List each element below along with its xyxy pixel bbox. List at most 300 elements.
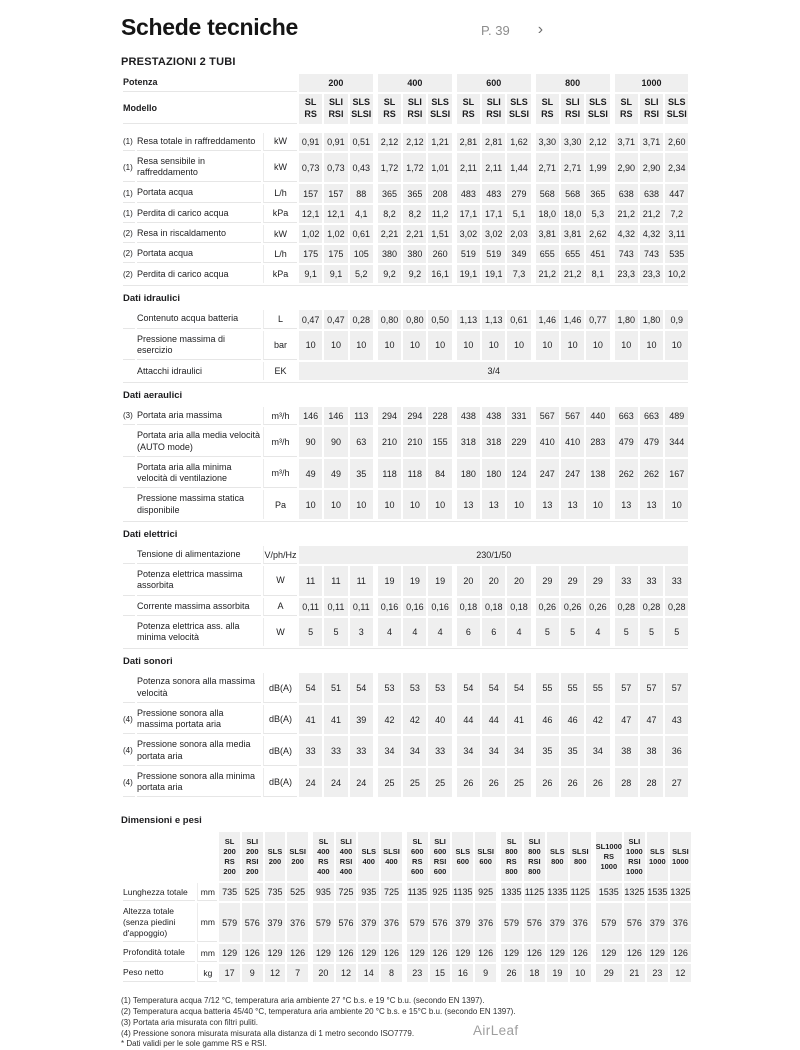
data-cell: 0,26 (536, 598, 559, 616)
row-unit: mm (197, 944, 217, 962)
data-cell: 35 (536, 736, 559, 766)
data-cell: 126 (475, 944, 496, 962)
page-title: Schede tecniche (121, 14, 299, 40)
data-cell: 10 (403, 490, 426, 519)
data-cell: 935 (313, 883, 334, 901)
potenza-value: 1000 (615, 74, 689, 92)
data-cell: 18,0 (536, 205, 559, 223)
page-number[interactable]: P. 39 (481, 22, 510, 38)
data-cell: 29 (596, 964, 622, 982)
data-cell: 579 (219, 903, 240, 942)
data-cell: 262 (615, 459, 638, 489)
data-cell: 447 (665, 184, 688, 202)
data-cell: 19 (428, 566, 451, 596)
row-label: Potenza elettrica ass. alla minima velocità (137, 620, 240, 643)
data-cell: 0,11 (299, 598, 322, 616)
data-cell: 54 (457, 673, 480, 703)
data-cell: 4 (428, 618, 451, 647)
data-cell: 0,43 (350, 153, 373, 183)
note-ref (123, 310, 135, 328)
table-row (123, 459, 688, 489)
data-cell: 318 (457, 427, 480, 457)
data-cell: 5,1 (507, 205, 530, 223)
data-cell: 379 (647, 903, 668, 942)
footnote-4: (4) Pressione sonora misurata misurata alla distanza di 1 metro secondo ISO7779. (121, 1028, 415, 1038)
data-cell: 90 (324, 427, 347, 457)
data-cell: 1,80 (640, 310, 663, 328)
data-cell: 10 (586, 490, 609, 519)
row-label: Corrente massima assorbita (137, 598, 261, 616)
data-cell: 379 (265, 903, 286, 942)
data-cell: 16 (452, 964, 473, 982)
row-label: Resa sensibile in raffreddamento (137, 153, 261, 183)
data-cell: 54 (350, 673, 373, 703)
data-cell: 129 (596, 944, 622, 962)
data-cell: 11 (299, 566, 322, 596)
data-cell: 9,2 (378, 265, 401, 283)
data-cell: 208 (428, 184, 451, 202)
data-cell: 47 (615, 705, 638, 735)
model-header: SLI RSI (324, 94, 347, 123)
data-cell: 10 (665, 490, 688, 519)
data-cell: 39 (350, 705, 373, 735)
data-cell: 20 (313, 964, 334, 982)
data-cell: 1535 (596, 883, 622, 901)
page-navigation (481, 22, 543, 38)
data-cell: 1,72 (378, 153, 401, 183)
data-cell: 21,2 (640, 205, 663, 223)
data-cell: 1,46 (536, 310, 559, 328)
data-cell: 5 (615, 618, 638, 647)
data-cell: 146 (324, 407, 347, 425)
data-cell: 2,03 (507, 225, 530, 243)
dim-column-header: SLSI 400 (381, 832, 402, 881)
data-cell: 10 (536, 331, 559, 361)
data-cell: 19 (547, 964, 568, 982)
data-cell: 5 (324, 618, 347, 647)
data-cell: 57 (640, 673, 663, 703)
table-row (123, 407, 688, 425)
data-cell: 576 (430, 903, 451, 942)
data-cell: 21,2 (536, 265, 559, 283)
data-cell: 126 (570, 944, 591, 962)
model-header: SLS SLSI (350, 94, 373, 123)
row-unit: m³/h (263, 407, 297, 425)
data-cell: 5 (536, 618, 559, 647)
note-ref: (2) (123, 245, 135, 263)
row-unit: dB(A) (263, 673, 297, 703)
data-cell: 483 (482, 184, 505, 202)
table-row (123, 184, 688, 202)
dim-column-header: SL 400 RS 400 (313, 832, 334, 881)
data-cell: 1,62 (507, 133, 530, 151)
data-cell: 9,1 (299, 265, 322, 283)
data-cell: 124 (507, 459, 530, 489)
data-cell: 1125 (570, 883, 591, 901)
data-cell: 42 (403, 705, 426, 735)
data-cell: 1,01 (428, 153, 451, 183)
data-cell: 57 (615, 673, 638, 703)
table-row (123, 153, 688, 183)
row-label: Pressione massima statica disponibile (137, 493, 245, 515)
data-cell: 43 (665, 705, 688, 735)
data-cell: 0,26 (586, 598, 609, 616)
data-cell: 13 (536, 490, 559, 519)
section-title-dimensioni: Dimensioni e pesi (121, 815, 202, 827)
data-cell: 42 (378, 705, 401, 735)
data-cell: 925 (430, 883, 451, 901)
data-cell: 228 (428, 407, 451, 425)
data-cell: 23 (647, 964, 668, 982)
data-cell: 4 (403, 618, 426, 647)
data-cell: 12 (265, 964, 286, 982)
data-cell: 0,73 (299, 153, 322, 183)
data-cell: 35 (561, 736, 584, 766)
data-cell: 568 (536, 184, 559, 202)
data-cell: 118 (403, 459, 426, 489)
data-cell: 2,12 (403, 133, 426, 151)
data-cell: 25 (507, 768, 530, 798)
row-unit: Pa (263, 490, 297, 519)
data-cell: 4 (378, 618, 401, 647)
data-cell: 24 (299, 768, 322, 798)
data-cell: 38 (640, 736, 663, 766)
data-cell: 3,30 (561, 133, 584, 151)
note-ref (123, 598, 135, 616)
note-ref: (1) (123, 205, 135, 223)
data-cell: 10 (350, 331, 373, 361)
data-cell: 29 (536, 566, 559, 596)
data-cell: 6 (457, 618, 480, 647)
data-cell: 2,71 (561, 153, 584, 183)
data-cell: 9 (475, 964, 496, 982)
data-cell: 23 (407, 964, 428, 982)
data-cell: 33 (299, 736, 322, 766)
dim-header-row (123, 832, 691, 881)
data-cell: 10 (586, 331, 609, 361)
row-unit: V/ph/Hz (263, 546, 297, 564)
data-cell: 23,3 (640, 265, 663, 283)
dim-column-header: SLI 800 RSI 800 (524, 832, 545, 881)
section-header-row (123, 285, 688, 308)
row-unit: L (263, 310, 297, 328)
data-cell: 3,02 (457, 225, 480, 243)
table-row (123, 490, 688, 519)
data-cell: 376 (670, 903, 691, 942)
data-cell: 118 (378, 459, 401, 489)
data-cell: 33 (428, 736, 451, 766)
data-cell: 365 (378, 184, 401, 202)
row-label: Contenuto acqua batteria (137, 310, 261, 328)
data-cell: 379 (358, 903, 379, 942)
data-cell: 3 (350, 618, 373, 647)
data-cell: 16,1 (428, 265, 451, 283)
data-cell: 579 (313, 903, 334, 942)
footnote-1: (1) Temperatura acqua 7/12 °C, temperatura aria ambiente 27 °C b.s. e 19 °C b.u. (secondo EN 1397). (121, 996, 485, 1006)
data-cell: 365 (586, 184, 609, 202)
data-cell: 51 (324, 673, 347, 703)
data-cell: 34 (482, 736, 505, 766)
table-row (123, 265, 688, 283)
data-cell: 18 (524, 964, 545, 982)
section-header: Dati idraulici (123, 285, 688, 308)
chevron-right-icon[interactable]: › (537, 21, 544, 38)
data-cell: 21,2 (615, 205, 638, 223)
row-unit: dB(A) (263, 736, 297, 766)
data-cell: 1,13 (482, 310, 505, 328)
data-cell: 0,11 (350, 598, 373, 616)
data-cell: 11 (350, 566, 373, 596)
row-label: Resa in riscaldamento (137, 225, 261, 243)
data-cell: 0,11 (324, 598, 347, 616)
note-ref (123, 459, 135, 489)
data-cell: 10 (507, 331, 530, 361)
model-header: SL RS (536, 94, 559, 123)
section-title-prestazioni: PRESTAZIONI 2 TUBI (121, 56, 236, 68)
data-cell: 26 (561, 768, 584, 798)
note-ref (123, 673, 135, 703)
row-unit: A (263, 598, 297, 616)
data-cell: 735 (265, 883, 286, 901)
data-cell: 33 (640, 566, 663, 596)
section-header: Dati sonori (123, 648, 688, 671)
data-cell: 19 (403, 566, 426, 596)
table-row (123, 310, 688, 328)
data-cell: 36 (665, 736, 688, 766)
data-cell: 1,51 (428, 225, 451, 243)
table-row (123, 598, 688, 616)
modello-row (123, 94, 688, 123)
table-row (123, 768, 688, 798)
footnote-3: (3) Portata aria misurata con filtri puliti. (121, 1017, 258, 1027)
model-header: SLI RSI (403, 94, 426, 123)
data-cell: 210 (378, 427, 401, 457)
data-cell: 0,80 (378, 310, 401, 328)
data-cell: 438 (457, 407, 480, 425)
row-label: Potenza sonora alla massima velocità (137, 673, 261, 703)
table-row (123, 705, 688, 735)
performance-table (121, 72, 690, 799)
data-cell: 12,1 (299, 205, 322, 223)
data-cell: 3,81 (561, 225, 584, 243)
table-row (123, 903, 691, 942)
table-row (123, 133, 688, 151)
data-cell: 34 (507, 736, 530, 766)
table-row (123, 362, 688, 380)
data-cell: 379 (452, 903, 473, 942)
data-cell: 10 (507, 490, 530, 519)
data-cell: 2,12 (378, 133, 401, 151)
data-cell: 54 (507, 673, 530, 703)
page-header (121, 14, 693, 50)
note-ref: (3) (123, 407, 135, 425)
data-cell: 9,1 (324, 265, 347, 283)
data-cell: 129 (501, 944, 522, 962)
data-cell: 380 (403, 245, 426, 263)
data-cell: 525 (242, 883, 263, 901)
data-cell: 4,32 (640, 225, 663, 243)
dim-column-header: SLS 600 (452, 832, 473, 881)
row-label: Lunghezza totale (123, 883, 195, 901)
data-cell: 576 (524, 903, 545, 942)
data-cell: 5 (299, 618, 322, 647)
data-cell: 0,28 (350, 310, 373, 328)
data-cell: 126 (430, 944, 451, 962)
data-cell: 579 (501, 903, 522, 942)
data-cell: 0,28 (665, 598, 688, 616)
table-row (123, 546, 688, 564)
table-row (123, 964, 691, 982)
dim-column-header: SLI 1000 RSI 1000 (624, 832, 645, 881)
row-label: Portata aria alla media velocità (AUTO mode) (137, 427, 261, 457)
dimensions-table (121, 830, 693, 984)
data-cell: 13 (640, 490, 663, 519)
data-cell: 8 (381, 964, 402, 982)
data-cell: 344 (665, 427, 688, 457)
data-cell: 283 (586, 427, 609, 457)
data-cell: 2,81 (482, 133, 505, 151)
data-cell: 19 (378, 566, 401, 596)
modello-label: Modello (123, 94, 297, 123)
row-label: Profondità totale (123, 944, 195, 962)
data-cell: 175 (299, 245, 322, 263)
model-header: SL RS (615, 94, 638, 123)
data-cell: 0,18 (507, 598, 530, 616)
data-cell: 279 (507, 184, 530, 202)
data-cell: 175 (324, 245, 347, 263)
row-unit: W (263, 566, 297, 596)
row-unit: W (263, 618, 297, 647)
model-header: SLS SLSI (428, 94, 451, 123)
data-cell: 10 (615, 331, 638, 361)
data-cell: 26 (586, 768, 609, 798)
data-cell: 167 (665, 459, 688, 489)
data-cell: 180 (457, 459, 480, 489)
dim-column-header: SLSI 1000 (670, 832, 691, 881)
data-cell: 655 (536, 245, 559, 263)
dim-column-header: SLI 600 RSI 600 (430, 832, 451, 881)
data-cell: 1,72 (403, 153, 426, 183)
data-cell: 20 (482, 566, 505, 596)
data-cell: 4,32 (615, 225, 638, 243)
row-label: Tensione di alimentazione (137, 546, 261, 564)
table-row (123, 944, 691, 962)
row-label: Pressione sonora alla massima portata aria (137, 705, 261, 735)
data-cell: 49 (299, 459, 322, 489)
note-ref: (1) (123, 133, 135, 151)
model-header: SLS SLSI (665, 94, 688, 123)
note-ref (123, 566, 135, 596)
data-cell: 379 (547, 903, 568, 942)
data-cell: 34 (457, 736, 480, 766)
data-cell: 41 (324, 705, 347, 735)
data-cell: 247 (561, 459, 584, 489)
data-cell: 0,28 (640, 598, 663, 616)
data-cell: 90 (299, 427, 322, 457)
data-cell: 126 (524, 944, 545, 962)
data-cell: 47 (640, 705, 663, 735)
data-cell: 2,90 (640, 153, 663, 183)
note-ref: (2) (123, 269, 133, 279)
row-unit: kW (263, 133, 297, 151)
data-cell: 19,1 (457, 265, 480, 283)
data-cell: 129 (313, 944, 334, 962)
data-cell: 10 (299, 490, 322, 519)
section-header-row (123, 521, 688, 544)
data-cell: 129 (647, 944, 668, 962)
data-cell: 10 (324, 490, 347, 519)
data-cell: 260 (428, 245, 451, 263)
model-header: SLI RSI (482, 94, 505, 123)
data-cell: 180 (482, 459, 505, 489)
data-cell: 55 (536, 673, 559, 703)
data-cell: 479 (615, 427, 638, 457)
data-cell: 10 (482, 331, 505, 361)
table-row (123, 736, 688, 766)
row-label: Portata aria massima (137, 407, 261, 425)
data-cell: 13 (615, 490, 638, 519)
data-cell: 11,2 (428, 205, 451, 223)
data-cell: 10 (324, 331, 347, 361)
row-label: Pressione sonora alla media portata aria (137, 736, 261, 766)
data-cell: 579 (407, 903, 428, 942)
model-header: SL RS (299, 94, 322, 123)
data-cell: 8,2 (378, 205, 401, 223)
data-cell: 10 (299, 331, 322, 361)
data-cell: 2,11 (482, 153, 505, 183)
data-cell: 410 (536, 427, 559, 457)
data-cell: 2,62 (586, 225, 609, 243)
data-cell: 1,99 (586, 153, 609, 183)
potenza-value: 600 (457, 74, 531, 92)
row-unit: kW (263, 225, 297, 243)
data-cell: 157 (324, 184, 347, 202)
data-cell: 2,21 (378, 225, 401, 243)
data-cell: 10 (665, 331, 688, 361)
row-label: Resa totale in raffreddamento (137, 133, 261, 151)
dim-column-header: SLI 400 RSI 400 (336, 832, 357, 881)
row-label: Potenza elettrica massima assorbita (137, 566, 261, 596)
row-label: Perdita di carico acqua (137, 268, 229, 279)
data-cell: 376 (570, 903, 591, 942)
data-cell: 5 (561, 618, 584, 647)
data-cell: 1,80 (615, 310, 638, 328)
data-cell: 7,2 (665, 205, 688, 223)
note-ref (123, 546, 135, 564)
data-cell: 126 (624, 944, 645, 962)
data-cell: 41 (507, 705, 530, 735)
table-row (123, 883, 691, 901)
data-cell: 1,02 (299, 225, 322, 243)
data-cell: 1325 (670, 883, 691, 901)
dim-column-header: SL 800 RS 800 (501, 832, 522, 881)
model-header: SLI RSI (640, 94, 663, 123)
data-cell: 33 (665, 566, 688, 596)
data-cell: 12 (670, 964, 691, 982)
data-cell: 25 (378, 768, 401, 798)
data-cell: 44 (457, 705, 480, 735)
data-cell: 41 (299, 705, 322, 735)
data-cell: 44 (482, 705, 505, 735)
data-cell: 2,12 (586, 133, 609, 151)
data-cell: 9 (242, 964, 263, 982)
data-cell: 0,47 (324, 310, 347, 328)
data-cell: 3,30 (536, 133, 559, 151)
data-cell: 3,71 (640, 133, 663, 151)
dim-column-header: SL 600 RS 600 (407, 832, 428, 881)
data-cell: 13 (482, 490, 505, 519)
footnote-2: (2) Temperatura acqua batteria 45/40 °C, temperatura aria ambiente 20 °C b.s. e 15°C b.u. (secondo EN 1397). (121, 1007, 516, 1017)
